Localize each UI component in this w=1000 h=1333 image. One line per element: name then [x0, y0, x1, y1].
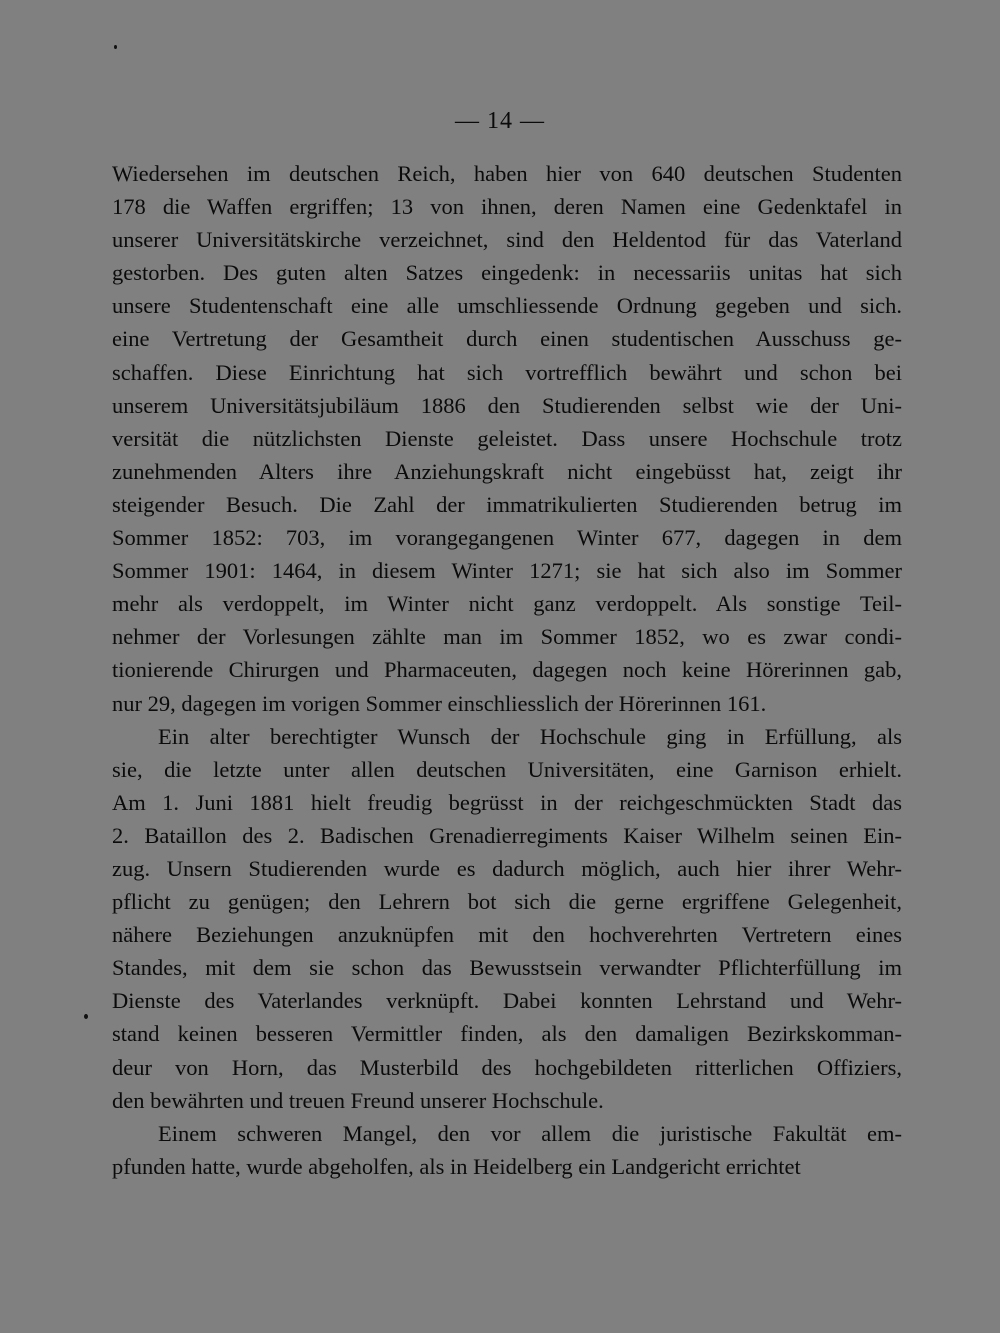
text-line: versität die nützlichsten Dienste geleistet. Dass unsere Hochschule trotz — [112, 425, 902, 451]
text-line: nur 29, dagegen im vorigen Sommer einschliesslich der Hörerinnen 161. — [112, 690, 767, 716]
text-line: pflicht zu genügen; den Lehrern bot sich die gerne ergriffene Gelegenheit, — [112, 889, 902, 915]
body-text — [112, 157, 902, 1183]
text-line: den bewährten und treuen Freund unserer Hochschule. — [112, 1087, 604, 1113]
paragraph — [112, 1117, 902, 1183]
text-line: Wiedersehen im deutschen Reich, haben hier von 640 deutschen Studenten — [112, 161, 902, 186]
text-line: zug. Unsern Studierenden wurde es dadurch möglich, auch hier ihrer Wehr- — [112, 855, 902, 881]
text-line: eine Vertretung der Gesamtheit durch einen studentischen Ausschuss ge- — [112, 326, 902, 352]
text-line: unserem Universitätsjubiläum 1886 den Studierenden selbst wie der Uni- — [112, 392, 902, 418]
scan-speck — [114, 45, 117, 49]
text-line: Ein alter berechtigter Wunsch der Hochschule ging in Erfüllung, als — [158, 723, 902, 749]
text-line: Sommer 1852: 703, im vorangegangenen Winter 677, dagegen in dem — [112, 525, 902, 551]
text-line: deur von Horn, das Musterbild des hochgebildeten ritterlichen Offiziers, — [112, 1054, 902, 1080]
scan-speck — [84, 1014, 88, 1019]
text-line: 2. Bataillon des 2. Badischen Grenadierregiments Kaiser Wilhelm seinen Ein- — [112, 822, 902, 848]
paragraph — [112, 720, 902, 1117]
text-line: tionierende Chirurgen und Pharmaceuten, dagegen noch keine Hörerinnen gab, — [112, 657, 902, 683]
text-line: Einem schweren Mangel, den vor allem die juristische Fakultät em- — [158, 1120, 902, 1146]
text-line: 178 die Waffen ergriffen; 13 von ihnen, deren Namen eine Gedenktafel in — [112, 194, 902, 220]
text-line: Standes, mit dem sie schon das Bewusstsein verwandter Pflichterfüllung im — [112, 955, 902, 981]
text-line: sie, die letzte unter allen deutschen Universitäten, eine Garnison erhielt. — [112, 756, 902, 782]
text-line: steigender Besuch. Die Zahl der immatrikulierten Studierenden betrug im — [112, 491, 902, 517]
text-line: unsere Studentenschaft eine alle umschliessende Ordnung gegeben und sich. — [112, 293, 902, 319]
text-line: zunehmenden Alters ihre Anziehungskraft nicht eingebüsst hat, zeigt ihr — [112, 458, 902, 484]
text-line: Sommer 1901: 1464, in diesem Winter 1271; sie hat sich also im Sommer — [112, 558, 902, 584]
text-line: mehr als verdoppelt, im Winter nicht ganz verdoppelt. Als sonstige Teil- — [112, 591, 902, 617]
text-line: schaffen. Diese Einrichtung hat sich vortrefflich bewährt und schon bei — [112, 359, 902, 385]
text-line: unserer Universitätskirche verzeichnet, sind den Heldentod für das Vaterland — [112, 227, 902, 253]
text-line: gestorben. Des guten alten Satzes eingedenk: in necessariis unitas hat sich — [112, 260, 902, 286]
text-line: stand keinen besseren Vermittler finden, als den damaligen Bezirkskomman- — [112, 1021, 902, 1047]
text-line: Dienste des Vaterlandes verknüpft. Dabei konnten Lehrstand und Wehr- — [112, 988, 902, 1014]
paragraph — [112, 157, 902, 720]
text-line: nehmer der Vorlesungen zählte man im Sommer 1852, wo es zwar condi- — [112, 624, 902, 650]
text-line: nähere Beziehungen anzuknüpfen mit den hochverehrten Vertretern eines — [112, 922, 902, 948]
text-line: pfunden hatte, wurde abgeholfen, als in Heidelberg ein Landgericht errichtet — [112, 1153, 801, 1179]
page-number: — 14 — — [455, 108, 545, 134]
text-line: Am 1. Juni 1881 hielt freudig begrüsst in der reichgeschmückten Stadt das — [112, 789, 902, 815]
